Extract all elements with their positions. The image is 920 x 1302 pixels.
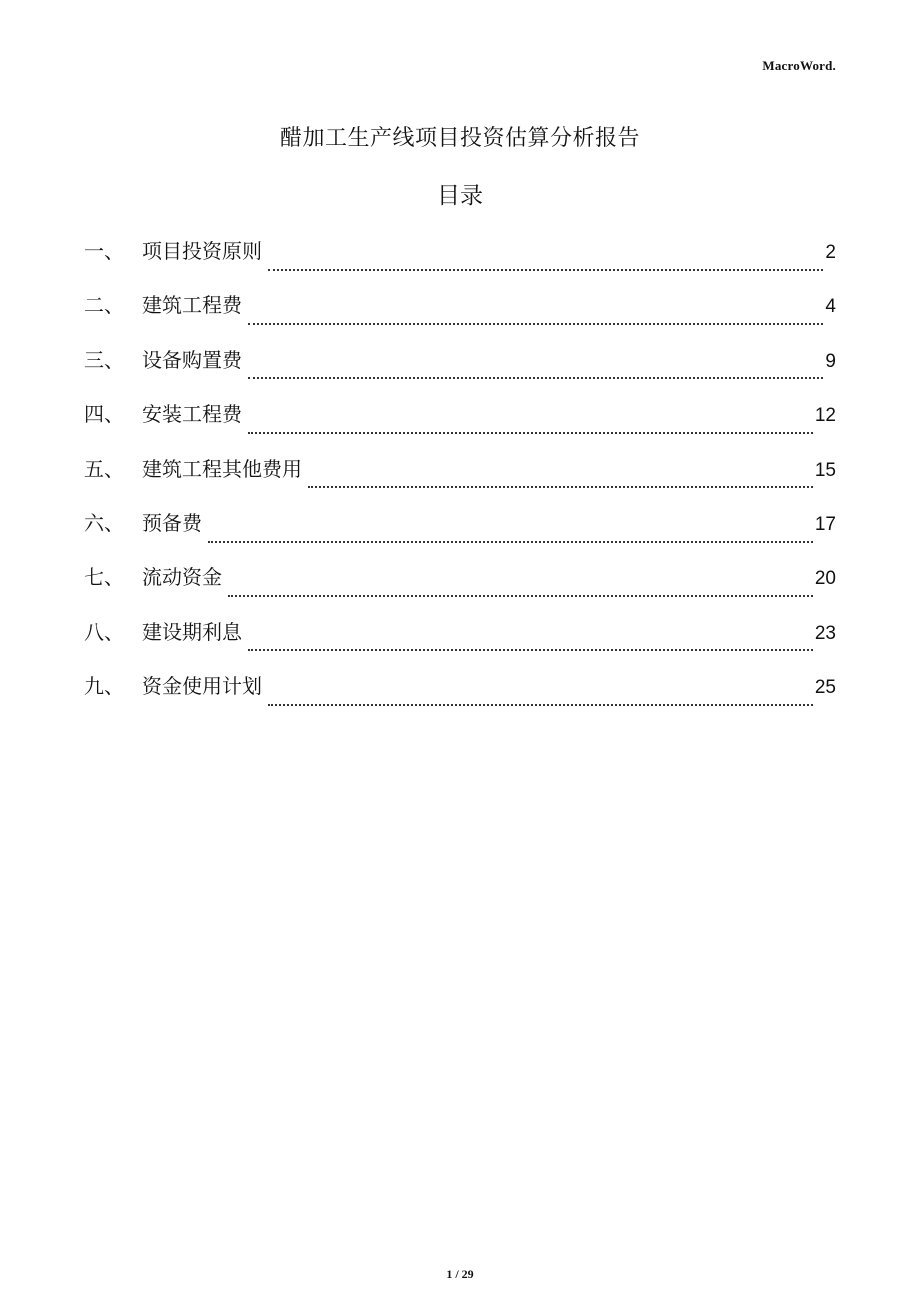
toc-entry[interactable] — [84, 614, 836, 668]
toc-entry-number: 八、 — [84, 619, 124, 644]
toc-entry-number: 二、 — [84, 293, 124, 318]
toc-entry-number: 一、 — [84, 239, 124, 263]
toc-entry-number: 四、 — [84, 402, 124, 427]
toc-entry[interactable] — [84, 396, 836, 450]
toc-entry-title[interactable]: 安装工程费 — [142, 402, 242, 427]
toc-entry-title[interactable]: 资金使用计划 — [142, 674, 262, 699]
toc-entry-title[interactable]: 建筑工程费 — [142, 293, 242, 318]
toc-entry[interactable] — [84, 233, 836, 287]
toc-entry-number: 五、 — [84, 456, 124, 481]
toc-entry-title[interactable]: 流动资金 — [142, 565, 222, 590]
toc-entry-title[interactable]: 设备购置费 — [142, 347, 242, 372]
toc-entry[interactable] — [84, 668, 836, 722]
toc-entry-number: 七、 — [84, 565, 124, 590]
toc-entry[interactable] — [84, 559, 836, 613]
toc-entry[interactable] — [84, 451, 836, 505]
toc-entry-page[interactable]: 2 — [825, 242, 836, 263]
toc-entry-number: 三、 — [84, 347, 124, 372]
toc-entry-page[interactable]: 17 — [814, 513, 836, 535]
document-title: 醋加工生产线项目投资估算分析报告 — [279, 126, 640, 151]
toc-heading: 目录 — [437, 183, 483, 209]
toc-entry-title[interactable]: 建设期利息 — [142, 619, 242, 644]
toc-entry-title[interactable]: 预备费 — [142, 510, 202, 535]
toc-entry-page[interactable]: 25 — [814, 677, 836, 699]
toc-dot-leader — [308, 485, 813, 488]
toc-entry-page[interactable]: 12 — [814, 405, 836, 427]
toc-entry-number: 九、 — [84, 674, 124, 699]
toc-entry[interactable] — [84, 287, 836, 341]
toc-entry[interactable] — [84, 342, 836, 396]
toc-dot-leader — [248, 376, 823, 379]
toc-entry-page[interactable]: 23 — [814, 622, 836, 644]
toc-dot-leader — [248, 648, 813, 651]
page-number-footer: 1 / 29 — [446, 1267, 474, 1281]
toc-entry-title[interactable]: 建筑工程其他费用 — [142, 456, 302, 481]
toc-entry-page[interactable]: 20 — [814, 568, 836, 590]
toc-dot-leader — [248, 431, 813, 434]
toc-entry-page[interactable]: 9 — [825, 350, 836, 372]
table-of-contents — [84, 233, 836, 723]
toc-entry-page[interactable]: 15 — [814, 459, 836, 481]
toc-entry-page[interactable]: 4 — [825, 296, 836, 318]
toc-dot-leader — [268, 703, 813, 706]
toc-entry[interactable] — [84, 505, 836, 559]
toc-entry-title[interactable]: 项目投资原则 — [142, 239, 262, 263]
header-brand: MacroWord. — [762, 58, 836, 73]
toc-dot-leader — [268, 268, 823, 271]
toc-dot-leader — [208, 540, 813, 543]
toc-dot-leader — [228, 594, 813, 597]
toc-entry-number: 六、 — [84, 510, 124, 535]
toc-dot-leader — [248, 322, 823, 325]
